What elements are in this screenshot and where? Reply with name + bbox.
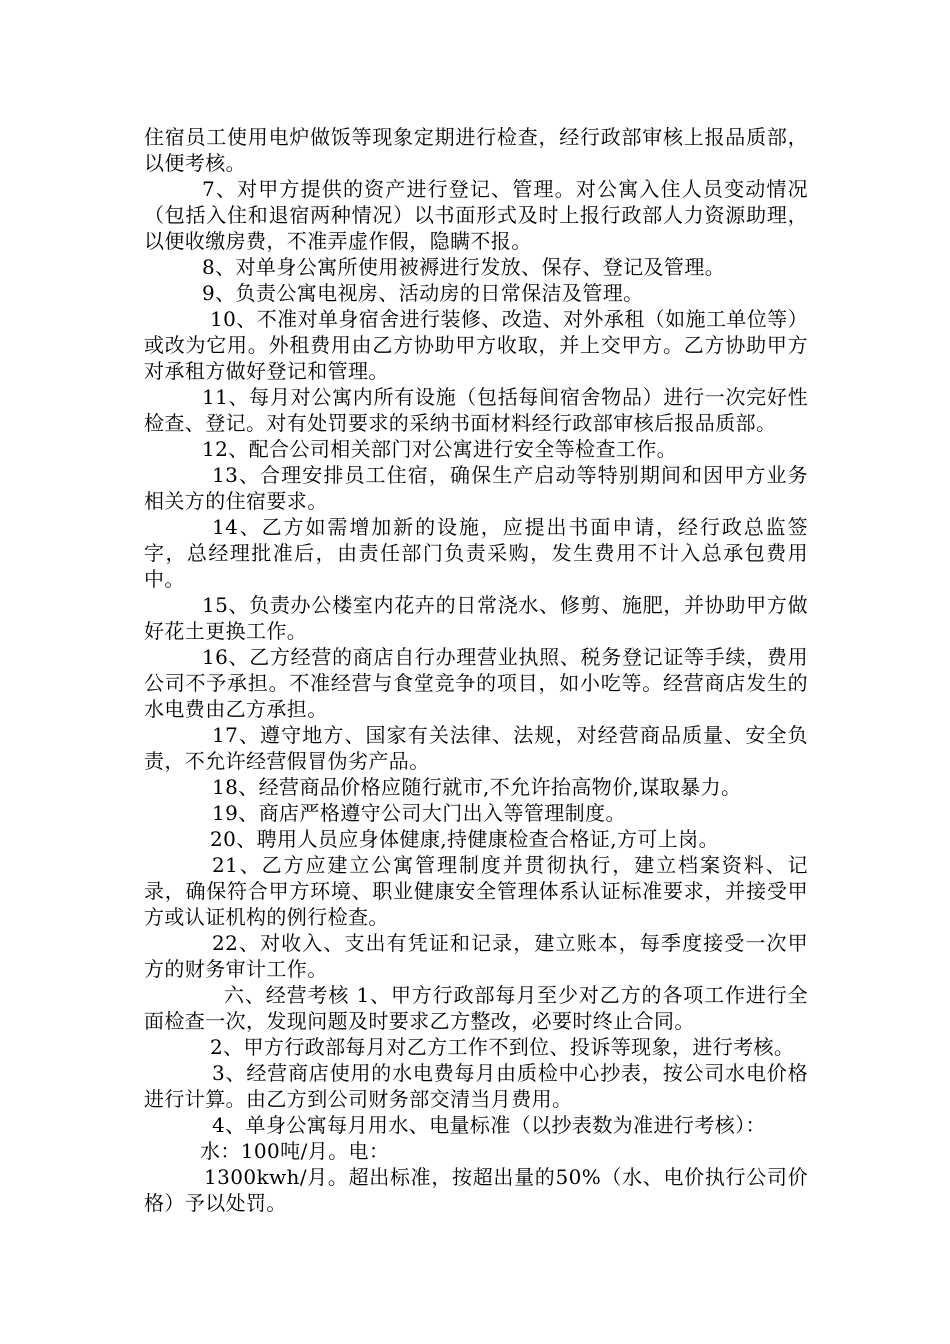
paragraph-17: 22、对收入、支出有凭证和记录，建立账本，每季度接受一次甲方的财务审计工作。 [144, 931, 808, 981]
document-body [144, 124, 808, 1216]
paragraph-1: 住宿员工使用电炉做饭等现象定期进行检查，经行政部审核上报品质部，以便考核。 [144, 125, 808, 175]
paragraph-3: 8、对单身公寓所使用被褥进行发放、保存、登记及管理。 [202, 255, 726, 279]
paragraph-23: 1300kwh/月。超出标准，按超出量的50%（水、电价执行公司价格）予以处罚。 [144, 1165, 808, 1215]
paragraph-15: 20、聘用人员应身体健康,持健康检查合格证,方可上岗。 [210, 827, 719, 851]
paragraph-20: 3、经营商店使用的水电费每月由质检中心抄表，按公司水电价格进行计算。由乙方到公司财务部交清当月费用。 [144, 1061, 808, 1111]
paragraph-13: 18、经营商品价格应随行就市,不允许抬高物价,谋取暴力。 [212, 775, 742, 799]
paragraph-14: 19、商店严格遵守公司大门出入等管理制度。 [212, 801, 626, 825]
paragraph-5: 10、不准对单身宿舍进行装修、改造、对外承租（如施工单位等）或改为它用。外租费用由乙方协助甲方收取，并上交甲方。乙方协助甲方对承租方做好登记和管理。 [144, 307, 808, 383]
paragraph-19: 2、甲方行政部每月对乙方工作不到位、投诉等现象，进行考核。 [210, 1035, 795, 1059]
paragraph-12: 17、遵守地方、国家有关法律、法规，对经营商品质量、安全负责，不允许经营假冒伪劣产品。 [144, 723, 808, 773]
paragraph-10: 15、负责办公楼室内花卉的日常浇水、修剪、施肥，并协助甲方做好花土更换工作。 [144, 593, 808, 643]
paragraph-21: 4、单身公寓每月用水、电量标准（以抄表数为准进行考核）： [212, 1113, 766, 1137]
paragraph-18: 六、经营考核 1、甲方行政部每月至少对乙方的各项工作进行全面检查一次，发现问题及时要求乙方整改，必要时终止合同。 [144, 983, 808, 1033]
paragraph-2: 7、对甲方提供的资产进行登记、管理。对公寓入住人员变动情况（包括入住和退宿两种情况）以书面形式及时上报行政部人力资源助理，以便收缴房费，不准弄虚作假，隐瞒不报。 [144, 177, 808, 253]
paragraph-6: 11、每月对公寓内所有设施（包括每间宿舍物品）进行一次完好性检查、登记。对有处罚要求的采纳书面材料经行政部审核后报品质部。 [144, 385, 808, 435]
paragraph-16: 21、乙方应建立公寓管理制度并贯彻执行，建立档案资料、记录，确保符合甲方环境、职业健康安全管理体系认证标准要求，并接受甲方或认证机构的例行检查。 [144, 853, 808, 929]
paragraph-7: 12、配合公司相关部门对公寓进行安全等检查工作。 [202, 437, 678, 461]
paragraph-8: 13、合理安排员工住宿，确保生产启动等特别期间和因甲方业务相关方的住宿要求。 [144, 463, 808, 513]
paragraph-9: 14、乙方如需增加新的设施，应提出书面申请，经行政总监签字，总经理批准后，由责任部门负责采购，发生费用不计入总承包费用中。 [144, 515, 808, 591]
paragraph-11: 16、乙方经营的商店自行办理营业执照、税务登记证等手续，费用公司不予承担。不准经营与食堂竞争的项目，如小吃等。经营商店发生的水电费由乙方承担。 [144, 645, 808, 721]
paragraph-4: 9、负责公寓电视房、活动房的日常保洁及管理。 [202, 281, 644, 305]
paragraph-22: 水：100吨/月。电： [200, 1139, 390, 1163]
